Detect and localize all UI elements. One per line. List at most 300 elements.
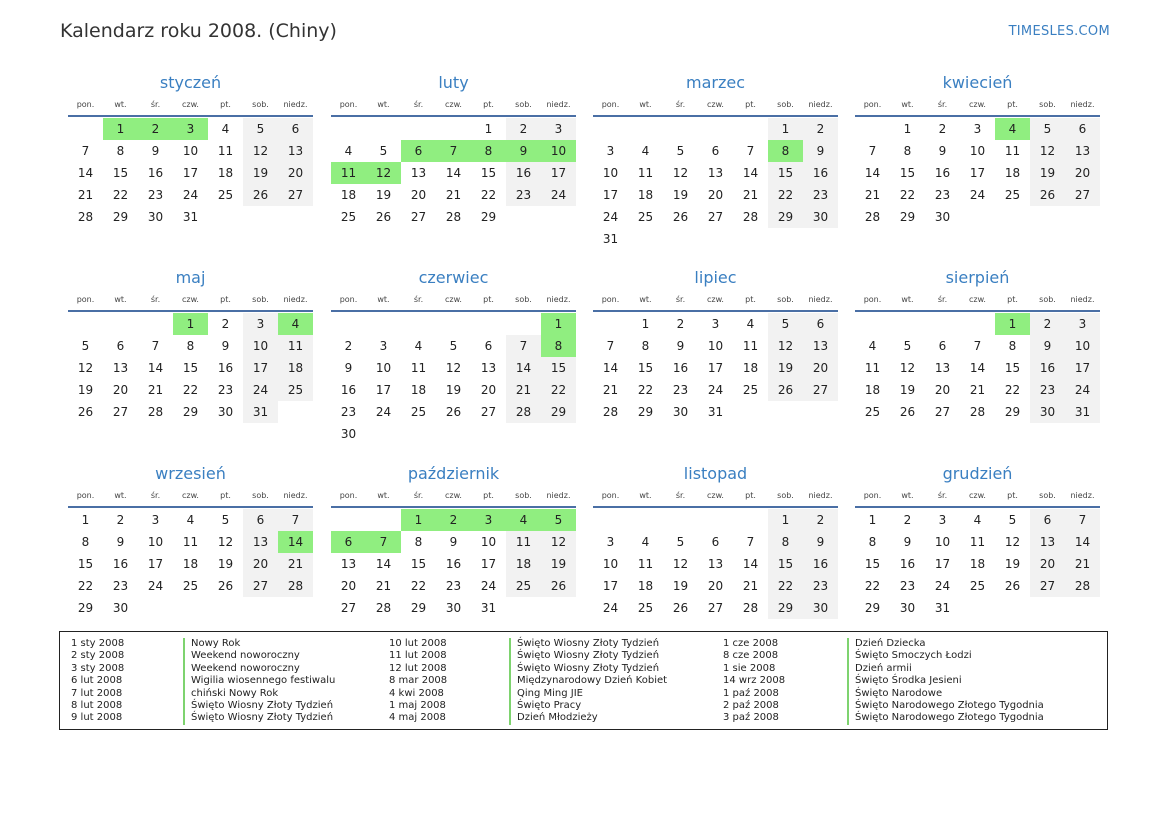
day-cell: 5 — [676, 144, 685, 158]
day-cell: 25 — [969, 579, 986, 593]
page-title: Kalendarz roku 2008. (Chiny) — [60, 20, 337, 42]
empty-cell — [628, 509, 663, 531]
empty-cell — [331, 313, 366, 335]
month-10 — [331, 463, 576, 619]
day-cell: 17 — [602, 188, 619, 202]
day-cell: 7 — [151, 339, 160, 353]
day-cell: 23 — [672, 383, 689, 397]
weekday-label: śr. — [150, 100, 161, 109]
day-cell: 15 — [410, 557, 427, 571]
weekday-label: pon. — [601, 295, 620, 304]
month-6 — [331, 267, 576, 445]
day-cell: 10 — [602, 557, 619, 571]
day-cell: 10 — [147, 535, 164, 549]
day-cell: 21 — [864, 188, 881, 202]
day-cell: 1 — [768, 509, 803, 531]
weekday-label: niedz. — [283, 491, 308, 500]
day-cell: 3 — [606, 144, 615, 158]
weekday-header — [593, 98, 838, 117]
weekday-header — [855, 293, 1100, 312]
weekday-label: pt. — [220, 491, 231, 500]
day-cell: 15 — [77, 557, 94, 571]
holiday-day-cell: 11 — [331, 162, 366, 184]
day-cell: 8 — [868, 535, 877, 549]
month-name: kwiecień — [942, 73, 1013, 92]
day-cell: 25 — [410, 405, 427, 419]
day-cell: 19 — [1004, 557, 1021, 571]
day-cell: 16 — [340, 383, 357, 397]
day-cell: 18 — [278, 357, 313, 379]
day-cell: 12 — [217, 535, 234, 549]
legend-holiday-name: chiński Nowy Rok — [183, 688, 278, 700]
day-cell: 3 — [151, 513, 160, 527]
day-cell: 23 — [506, 184, 541, 206]
day-cell: 30 — [112, 601, 129, 615]
empty-cell — [138, 313, 173, 335]
day-cell: 22 — [768, 575, 803, 597]
site-link[interactable]: TIMESLES.COM — [1008, 24, 1110, 39]
day-cell: 9 — [803, 140, 838, 162]
day-cell: 18 — [637, 579, 654, 593]
day-cell: 20 — [243, 553, 278, 575]
month-9 — [68, 463, 313, 619]
empty-cell — [366, 118, 401, 140]
month-4 — [855, 72, 1100, 228]
weekday-label: czw. — [182, 491, 199, 500]
holiday-day-cell: 8 — [471, 140, 506, 162]
day-cell: 1 — [641, 317, 650, 331]
day-cell: 7 — [278, 509, 313, 531]
day-cell: 1 — [484, 122, 493, 136]
day-cell: 20 — [707, 579, 724, 593]
holiday-day-cell: 4 — [278, 313, 313, 335]
day-grid — [855, 508, 1100, 619]
weekday-label: pon. — [76, 295, 95, 304]
month-name: sierpień — [945, 268, 1010, 287]
empty-cell — [68, 313, 103, 335]
holiday-day-cell: 3 — [471, 509, 506, 531]
day-cell: 2 — [1030, 313, 1065, 335]
day-cell: 7 — [506, 335, 541, 357]
weekday-header — [331, 489, 576, 508]
day-cell: 5 — [1008, 513, 1017, 527]
day-cell: 19 — [768, 357, 803, 379]
day-cell: 14 — [864, 166, 881, 180]
day-cell: 28 — [278, 575, 313, 597]
day-cell: 7 — [746, 144, 755, 158]
day-cell: 21 — [278, 553, 313, 575]
day-grid — [68, 312, 313, 423]
day-cell: 30 — [803, 206, 838, 228]
empty-cell — [733, 509, 768, 531]
day-cell: 20 — [112, 383, 129, 397]
holiday-day-cell: 14 — [278, 531, 313, 553]
weekday-label: czw. — [707, 295, 724, 304]
day-cell: 19 — [672, 188, 689, 202]
holiday-day-cell: 1 — [401, 509, 436, 531]
day-cell: 19 — [445, 383, 462, 397]
weekday-label: czw. — [182, 295, 199, 304]
day-cell: 16 — [506, 162, 541, 184]
day-cell: 9 — [1030, 335, 1065, 357]
day-cell: 28 — [864, 210, 881, 224]
day-cell: 4 — [186, 513, 195, 527]
empty-cell — [698, 118, 733, 140]
legend-holiday-name: Weekend noworoczny — [183, 663, 300, 675]
day-cell: 9 — [676, 339, 685, 353]
weekday-label: czw. — [969, 491, 986, 500]
day-cell: 6 — [938, 339, 947, 353]
holiday-day-cell: 2 — [138, 118, 173, 140]
weekday-label: śr. — [413, 295, 424, 304]
day-cell: 6 — [278, 118, 313, 140]
empty-cell — [436, 313, 471, 335]
day-cell: 11 — [1004, 144, 1021, 158]
day-cell: 3 — [1065, 313, 1100, 335]
day-cell: 30 — [672, 405, 689, 419]
day-cell: 15 — [768, 553, 803, 575]
day-grid — [593, 312, 838, 423]
day-cell: 10 — [1065, 335, 1100, 357]
weekday-label: wt. — [377, 491, 390, 500]
day-cell: 10 — [243, 335, 278, 357]
day-cell: 24 — [934, 579, 951, 593]
weekday-header — [593, 293, 838, 312]
day-cell: 14 — [602, 361, 619, 375]
day-cell: 1 — [903, 122, 912, 136]
day-cell: 23 — [934, 188, 951, 202]
weekday-label: pt. — [220, 295, 231, 304]
legend-holiday-name: Święto Wiosny Złoty Tydzień — [509, 638, 659, 650]
day-cell: 10 — [969, 144, 986, 158]
weekday-label: niedz. — [283, 100, 308, 109]
day-cell: 24 — [969, 188, 986, 202]
day-cell: 18 — [637, 188, 654, 202]
weekday-label: wt. — [901, 100, 914, 109]
month-name: lipiec — [694, 268, 737, 287]
day-cell: 17 — [375, 383, 392, 397]
day-cell: 3 — [243, 313, 278, 335]
day-cell: 14 — [742, 557, 759, 571]
weekday-label: pt. — [1007, 295, 1018, 304]
weekday-label: sob. — [252, 100, 269, 109]
day-cell: 18 — [340, 188, 357, 202]
day-cell: 15 — [480, 166, 497, 180]
day-cell: 13 — [112, 361, 129, 375]
day-cell: 15 — [768, 162, 803, 184]
day-cell: 31 — [1065, 401, 1100, 423]
day-cell: 23 — [445, 579, 462, 593]
day-cell: 19 — [243, 162, 278, 184]
weekday-label: sob. — [515, 295, 532, 304]
month-2 — [331, 72, 576, 228]
day-cell: 24 — [147, 579, 164, 593]
day-cell: 13 — [934, 361, 951, 375]
legend-holiday-name: Święto Wiosny Złoty Tydzień — [509, 663, 659, 675]
day-cell: 22 — [77, 579, 94, 593]
day-cell: 13 — [340, 557, 357, 571]
month-name: maj — [175, 268, 206, 287]
legend-date: 10 lut 2008 — [389, 638, 447, 649]
day-cell: 24 — [243, 379, 278, 401]
legend-date: 7 lut 2008 — [71, 687, 123, 699]
legend-date: 2 paź 2008 — [723, 700, 779, 711]
holiday-day-cell: 1 — [103, 118, 138, 140]
day-cell: 26 — [672, 210, 689, 224]
holiday-day-cell: 12 — [366, 162, 401, 184]
day-cell: 3 — [973, 122, 982, 136]
month-name: czerwiec — [418, 268, 489, 287]
day-cell: 26 — [1030, 184, 1065, 206]
day-cell: 13 — [707, 557, 724, 571]
empty-cell — [855, 118, 890, 140]
holiday-day-cell: 3 — [173, 118, 208, 140]
day-cell: 5 — [221, 513, 230, 527]
holiday-day-cell: 4 — [506, 509, 541, 531]
weekday-label: niedz. — [546, 100, 571, 109]
day-cell: 26 — [217, 579, 234, 593]
day-cell: 28 — [375, 601, 392, 615]
holiday-day-cell: 9 — [506, 140, 541, 162]
empty-cell — [366, 313, 401, 335]
holiday-day-cell: 1 — [995, 313, 1030, 335]
day-cell: 13 — [480, 361, 497, 375]
weekday-label: niedz. — [546, 295, 571, 304]
day-cell: 12 — [1004, 535, 1021, 549]
day-cell: 6 — [1030, 509, 1065, 531]
day-cell: 30 — [217, 405, 234, 419]
holiday-day-cell: 7 — [366, 531, 401, 553]
day-cell: 26 — [445, 405, 462, 419]
day-cell: 25 — [637, 601, 654, 615]
empty-cell — [471, 313, 506, 335]
month-12 — [855, 463, 1100, 619]
holiday-day-cell: 8 — [541, 335, 576, 357]
day-cell: 18 — [410, 383, 427, 397]
legend-date: 8 mar 2008 — [389, 675, 448, 687]
month-7 — [593, 267, 838, 423]
day-cell: 8 — [641, 339, 650, 353]
empty-cell — [890, 313, 925, 335]
day-cell: 23 — [899, 579, 916, 593]
weekday-label: wt. — [901, 295, 914, 304]
empty-cell — [733, 118, 768, 140]
day-cell: 5 — [243, 118, 278, 140]
day-cell: 26 — [375, 210, 392, 224]
day-cell: 19 — [375, 188, 392, 202]
day-grid — [593, 117, 838, 250]
day-cell: 4 — [641, 144, 650, 158]
day-cell: 17 — [147, 557, 164, 571]
day-cell: 12 — [672, 166, 689, 180]
day-cell: 3 — [606, 535, 615, 549]
day-cell: 19 — [217, 557, 234, 571]
day-cell: 22 — [541, 379, 576, 401]
day-cell: 7 — [606, 339, 615, 353]
day-cell: 11 — [278, 335, 313, 357]
day-cell: 1 — [81, 513, 90, 527]
day-cell: 5 — [449, 339, 458, 353]
day-cell: 13 — [278, 140, 313, 162]
day-cell: 24 — [602, 601, 619, 615]
day-cell: 31 — [480, 601, 497, 615]
day-grid — [68, 508, 313, 619]
legend-holiday-name: Święto Wiosny Złoty Tydzień — [509, 650, 659, 662]
day-cell: 16 — [112, 557, 129, 571]
day-cell: 17 — [480, 557, 497, 571]
day-cell: 14 — [77, 166, 94, 180]
day-cell: 20 — [707, 188, 724, 202]
empty-cell — [925, 313, 960, 335]
day-cell: 27 — [278, 184, 313, 206]
day-cell: 27 — [243, 575, 278, 597]
weekday-label: pon. — [863, 295, 882, 304]
weekday-label: pon. — [863, 491, 882, 500]
empty-cell — [698, 509, 733, 531]
day-cell: 30 — [934, 210, 951, 224]
weekday-label: pt. — [745, 295, 756, 304]
empty-cell — [628, 118, 663, 140]
legend-holiday-name: Święto Smoczych Łodzi — [847, 650, 972, 662]
weekday-label: pon. — [601, 100, 620, 109]
day-cell: 20 — [803, 357, 838, 379]
day-cell: 8 — [903, 144, 912, 158]
legend-date: 11 lut 2008 — [389, 650, 447, 662]
day-cell: 27 — [1065, 184, 1100, 206]
day-grid — [331, 117, 576, 228]
legend-holiday-name: Dzień armii — [847, 663, 912, 675]
day-cell: 9 — [938, 144, 947, 158]
day-cell: 9 — [803, 531, 838, 553]
day-cell: 18 — [1004, 166, 1021, 180]
weekday-label: niedz. — [808, 100, 833, 109]
day-cell: 12 — [1030, 140, 1065, 162]
day-cell: 19 — [1030, 162, 1065, 184]
day-cell: 29 — [112, 210, 129, 224]
day-cell: 29 — [768, 597, 803, 619]
day-cell: 21 — [506, 379, 541, 401]
weekday-label: śr. — [937, 100, 948, 109]
day-cell: 24 — [375, 405, 392, 419]
empty-cell — [436, 118, 471, 140]
day-cell: 27 — [1030, 575, 1065, 597]
day-cell: 11 — [864, 361, 881, 375]
weekday-label: pt. — [745, 491, 756, 500]
day-cell: 19 — [541, 553, 576, 575]
day-cell: 14 — [506, 357, 541, 379]
day-cell: 28 — [602, 405, 619, 419]
day-cell: 22 — [864, 579, 881, 593]
weekday-label: pt. — [745, 100, 756, 109]
day-grid — [331, 312, 576, 445]
holiday-day-cell: 7 — [436, 140, 471, 162]
empty-cell — [593, 118, 628, 140]
day-cell: 2 — [116, 513, 125, 527]
day-cell: 26 — [77, 405, 94, 419]
day-cell: 14 — [147, 361, 164, 375]
day-cell: 25 — [182, 579, 199, 593]
day-cell: 9 — [449, 535, 458, 549]
day-cell: 27 — [707, 601, 724, 615]
day-cell: 17 — [934, 557, 951, 571]
day-cell: 7 — [81, 144, 90, 158]
day-cell: 12 — [768, 335, 803, 357]
weekday-label: niedz. — [1070, 491, 1095, 500]
day-cell: 17 — [602, 579, 619, 593]
weekday-label: wt. — [639, 100, 652, 109]
day-cell: 14 — [1065, 531, 1100, 553]
legend-date: 12 lut 2008 — [389, 662, 447, 674]
day-cell: 1 — [768, 118, 803, 140]
month-name: styczeń — [159, 73, 222, 92]
day-cell: 14 — [969, 361, 986, 375]
day-cell: 29 — [637, 405, 654, 419]
day-cell: 17 — [1065, 357, 1100, 379]
weekday-label: wt. — [114, 100, 127, 109]
empty-cell — [68, 118, 103, 140]
day-cell: 16 — [672, 361, 689, 375]
day-cell: 17 — [182, 166, 199, 180]
day-cell: 31 — [182, 210, 199, 224]
empty-cell — [366, 509, 401, 531]
day-cell: 24 — [182, 188, 199, 202]
day-cell: 17 — [969, 166, 986, 180]
empty-cell — [960, 313, 995, 335]
day-cell: 28 — [77, 210, 94, 224]
day-cell: 20 — [410, 188, 427, 202]
day-cell: 28 — [1065, 575, 1100, 597]
day-grid — [68, 117, 313, 228]
day-cell: 29 — [864, 601, 881, 615]
day-cell: 13 — [707, 166, 724, 180]
legend-holiday-name: Święto Pracy — [509, 700, 581, 712]
day-cell: 28 — [742, 601, 759, 615]
day-cell: 17 — [243, 357, 278, 379]
day-cell: 2 — [221, 317, 230, 331]
day-grid — [855, 117, 1100, 228]
day-cell: 12 — [243, 140, 278, 162]
day-cell: 23 — [803, 575, 838, 597]
day-cell: 8 — [81, 535, 90, 549]
weekday-label: pt. — [1007, 491, 1018, 500]
day-cell: 16 — [803, 553, 838, 575]
day-cell: 17 — [707, 361, 724, 375]
day-cell: 31 — [602, 232, 619, 246]
day-cell: 20 — [1030, 553, 1065, 575]
holiday-day-cell: 10 — [541, 140, 576, 162]
weekday-label: pon. — [339, 295, 358, 304]
month-3 — [593, 72, 838, 250]
weekday-label: czw. — [445, 100, 462, 109]
day-cell: 27 — [340, 601, 357, 615]
day-cell: 2 — [506, 118, 541, 140]
day-cell: 16 — [803, 162, 838, 184]
weekday-label: niedz. — [546, 491, 571, 500]
day-cell: 5 — [1030, 118, 1065, 140]
legend-date: 3 sty 2008 — [71, 662, 125, 674]
month-name: grudzień — [942, 464, 1013, 483]
day-cell: 24 — [1065, 379, 1100, 401]
day-cell: 30 — [803, 597, 838, 619]
day-cell: 16 — [445, 557, 462, 571]
day-cell: 12 — [77, 361, 94, 375]
day-cell: 29 — [410, 601, 427, 615]
day-cell: 25 — [506, 575, 541, 597]
day-cell: 18 — [182, 557, 199, 571]
day-cell: 25 — [340, 210, 357, 224]
day-cell: 16 — [934, 166, 951, 180]
day-cell: 26 — [541, 575, 576, 597]
